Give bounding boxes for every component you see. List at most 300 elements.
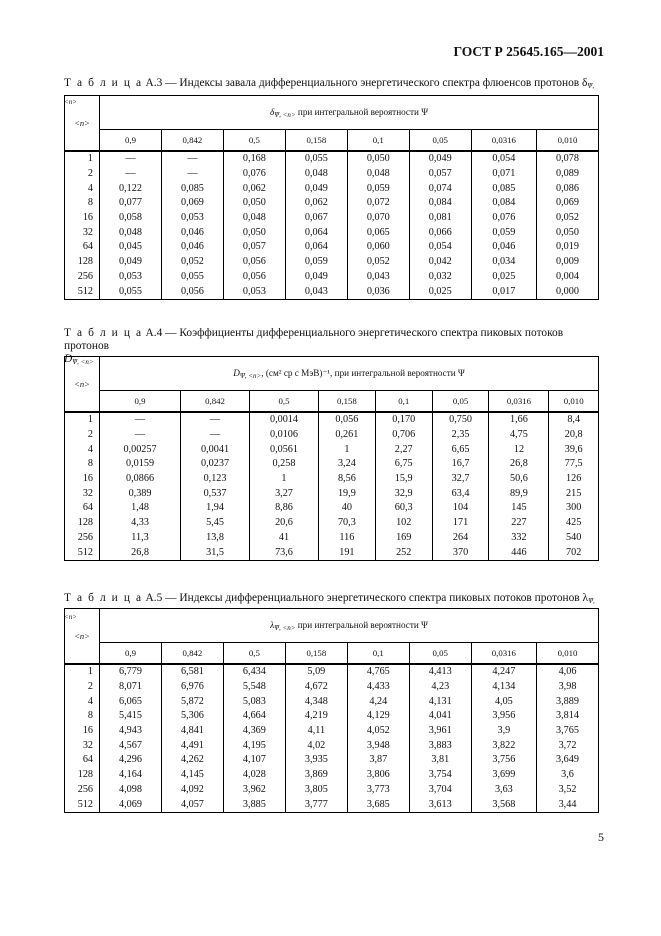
table-cell: 0,750 xyxy=(432,412,489,428)
table-cell: 0,048 xyxy=(223,211,285,226)
psi-header-cell: 0,0316 xyxy=(489,391,549,413)
psi-header-cell: 0,0316 xyxy=(471,643,536,665)
psi-header-row xyxy=(65,130,599,152)
table-cell: 4,296 xyxy=(100,753,162,768)
row-n-cell: 16 xyxy=(65,724,100,739)
row-n-cell: 16 xyxy=(65,472,100,487)
row-n-cell: 256 xyxy=(65,783,100,798)
table-row xyxy=(65,738,599,753)
table-cell: 0,389 xyxy=(100,486,181,501)
table-cell: 0,048 xyxy=(285,167,347,182)
table-row xyxy=(65,545,599,560)
row-n-cell: 64 xyxy=(65,501,100,516)
table-cell: 0,053 xyxy=(100,270,162,285)
table-cell: 4,098 xyxy=(100,783,162,798)
table-cell: — xyxy=(100,412,181,428)
table-cell: 4,765 xyxy=(347,664,409,680)
table-a3-label: Т а б л и ц а xyxy=(64,77,143,89)
table-row xyxy=(65,680,599,695)
psi-header-cell: 0,1 xyxy=(347,643,409,665)
table-cell: 0,009 xyxy=(536,255,598,270)
psi-header-row xyxy=(65,643,599,665)
psi-header-cell: 0,0316 xyxy=(471,130,536,152)
table-row xyxy=(65,240,599,255)
table-cell: 0,049 xyxy=(285,270,347,285)
table-cell: 6,65 xyxy=(432,442,489,457)
table-row xyxy=(65,531,599,546)
table-cell: 0,049 xyxy=(285,181,347,196)
psi-header-cell: 0,9 xyxy=(100,643,162,665)
table-cell: 3,27 xyxy=(250,486,319,501)
table-row xyxy=(65,270,599,285)
psi-header-cell: 0,5 xyxy=(223,643,285,665)
table-cell: 0,170 xyxy=(375,412,432,428)
table-a4-title-sub: Ψ, <n> xyxy=(72,358,94,366)
table-cell: 3,699 xyxy=(471,768,536,783)
table-cell: 0,058 xyxy=(100,211,162,226)
row-n-cell: 8 xyxy=(65,709,100,724)
table-cell: — xyxy=(100,428,181,443)
table-cell: 15,9 xyxy=(375,472,432,487)
row-n-cell: 512 xyxy=(65,545,100,560)
table-cell: 3,805 xyxy=(285,783,347,798)
psi-header-cell: 0,05 xyxy=(409,643,471,665)
table-cell: 0,076 xyxy=(471,211,536,226)
table-cell: 26,8 xyxy=(489,457,549,472)
table-cell: 0,055 xyxy=(161,270,223,285)
table-row xyxy=(65,151,599,167)
table-cell: 13,8 xyxy=(181,531,250,546)
psi-header-cell: 0,158 xyxy=(285,130,347,152)
row-n-cell: 4 xyxy=(65,694,100,709)
table-a3-id: А.3 xyxy=(145,77,163,89)
row-n-cell: 32 xyxy=(65,738,100,753)
table-row xyxy=(65,412,599,428)
table-cell: 3,756 xyxy=(471,753,536,768)
table-cell: 227 xyxy=(489,516,549,531)
table-cell: 3,773 xyxy=(347,783,409,798)
table-cell: 8,56 xyxy=(318,472,375,487)
table-a5-id: А.5 xyxy=(145,592,163,604)
psi-header-cell: 0,158 xyxy=(285,643,347,665)
table-cell: 3,9 xyxy=(471,724,536,739)
table-cell: 702 xyxy=(549,545,599,560)
row-n-cell: 128 xyxy=(65,255,100,270)
table-cell: 19,9 xyxy=(318,486,375,501)
table-cell: 102 xyxy=(375,516,432,531)
table-cell: 0,053 xyxy=(161,211,223,226)
table-cell: 4,052 xyxy=(347,724,409,739)
table-cell: 0,043 xyxy=(347,270,409,285)
table-cell: 4,841 xyxy=(161,724,223,739)
table-cell: 0,053 xyxy=(223,284,285,299)
table-cell: 3,6 xyxy=(536,768,598,783)
table-cell: 0,122 xyxy=(100,181,162,196)
table-cell: 0,074 xyxy=(409,181,471,196)
table-cell: 5,45 xyxy=(181,516,250,531)
row-n-cell: 512 xyxy=(65,284,100,299)
table-cell: 0,046 xyxy=(161,225,223,240)
table-cell: 4,247 xyxy=(471,664,536,680)
table-a5-label: Т а б л и ц а xyxy=(64,592,143,604)
row-n-cell: 128 xyxy=(65,516,100,531)
table-cell: 332 xyxy=(489,531,549,546)
table-row xyxy=(65,797,599,812)
table-cell: 4,664 xyxy=(223,709,285,724)
table-a3-body xyxy=(65,151,599,299)
table-cell: 0,055 xyxy=(285,151,347,167)
table-cell: 70,3 xyxy=(318,516,375,531)
table-cell: 540 xyxy=(549,531,599,546)
table-cell: 4,11 xyxy=(285,724,347,739)
table-cell: 0,056 xyxy=(223,270,285,285)
table-cell: 4,413 xyxy=(409,664,471,680)
table-cell: 3,822 xyxy=(471,738,536,753)
table-cell: 26,8 xyxy=(100,545,181,560)
row-n-cell: 64 xyxy=(65,240,100,255)
table-cell: 0,064 xyxy=(285,225,347,240)
table-cell: 5,09 xyxy=(285,664,347,680)
table-cell: 3,961 xyxy=(409,724,471,739)
table-cell: 3,883 xyxy=(409,738,471,753)
table-cell: 3,806 xyxy=(347,768,409,783)
psi-header-row xyxy=(65,391,599,413)
table-cell: 4,145 xyxy=(161,768,223,783)
table-cell: 5,415 xyxy=(100,709,162,724)
table-cell: 4,369 xyxy=(223,724,285,739)
table-cell: 0,070 xyxy=(347,211,409,226)
row-n-cell: 256 xyxy=(65,270,100,285)
table-cell: 0,055 xyxy=(100,284,162,299)
table-cell: 6,434 xyxy=(223,664,285,680)
table-a5-title-sub: Ψ, <n> xyxy=(64,597,595,621)
table-cell: 6,976 xyxy=(161,680,223,695)
table-a4-id: А.4 xyxy=(145,327,163,339)
table-cell: 0,065 xyxy=(347,225,409,240)
page-number: 5 xyxy=(598,830,604,844)
table-cell: 12 xyxy=(489,442,549,457)
table-a4-title-symbol: D xyxy=(64,353,73,365)
table-cell: 0,050 xyxy=(223,225,285,240)
table-cell: 3,869 xyxy=(285,768,347,783)
table-cell: 4,24 xyxy=(347,694,409,709)
table-cell: 4,057 xyxy=(161,797,223,812)
table-cell: 3,889 xyxy=(536,694,598,709)
table-cell: 4,131 xyxy=(409,694,471,709)
table-cell: 0,066 xyxy=(409,225,471,240)
table-cell: 0,025 xyxy=(409,284,471,299)
table-row xyxy=(65,211,599,226)
psi-header-cell: 0,05 xyxy=(432,391,489,413)
table-cell: 39,6 xyxy=(549,442,599,457)
table-cell: 0,059 xyxy=(471,225,536,240)
table-cell: 3,44 xyxy=(536,797,598,812)
table-cell: 370 xyxy=(432,545,489,560)
table-a5-group-header: $\lambda_{\Psi, <n>}$ при интегральной вероятности Ψ xyxy=(100,609,599,643)
table-cell: 0,084 xyxy=(409,196,471,211)
psi-header-cell: 0,010 xyxy=(536,130,598,152)
table-row xyxy=(65,284,599,299)
table-cell: 4,672 xyxy=(285,680,347,695)
table-cell: 0,049 xyxy=(100,255,162,270)
table-cell: 4,02 xyxy=(285,738,347,753)
table-cell: 4,164 xyxy=(100,768,162,783)
table-cell: 0,077 xyxy=(100,196,162,211)
table-cell: 3,613 xyxy=(409,797,471,812)
table-cell: 4,943 xyxy=(100,724,162,739)
table-cell: — xyxy=(100,151,162,167)
table-a3-title-sub: Ψ, <n> xyxy=(64,82,595,106)
table-cell: 0,059 xyxy=(285,255,347,270)
table-row xyxy=(65,724,599,739)
table-cell: 126 xyxy=(549,472,599,487)
table-cell: 5,306 xyxy=(161,709,223,724)
psi-header-cell: 0,842 xyxy=(161,130,223,152)
table-cell: 0,0159 xyxy=(100,457,181,472)
table-cell: — xyxy=(100,167,162,182)
psi-header-cell: 0,1 xyxy=(375,391,432,413)
row-n-cell: 4 xyxy=(65,442,100,457)
table-cell: 0,069 xyxy=(536,196,598,211)
psi-header-cell: 0,010 xyxy=(549,391,599,413)
table-cell: 5,548 xyxy=(223,680,285,695)
table-cell: 0,043 xyxy=(285,284,347,299)
table-cell: 4,05 xyxy=(471,694,536,709)
table-cell: 1,94 xyxy=(181,501,250,516)
table-cell: 0,067 xyxy=(285,211,347,226)
table-cell: 0,060 xyxy=(347,240,409,255)
table-cell: 0,261 xyxy=(318,428,375,443)
table-row xyxy=(65,753,599,768)
table-cell: 252 xyxy=(375,545,432,560)
table-a4-title: — Коэффициенты дифференциального энергетического спектра пиковых потоков протонов xyxy=(64,327,564,352)
table-cell: 20,6 xyxy=(250,516,319,531)
table-cell: 0,089 xyxy=(536,167,598,182)
table-cell: — xyxy=(161,151,223,167)
table-cell: 3,935 xyxy=(285,753,347,768)
table-cell: 0,052 xyxy=(347,255,409,270)
table-cell: 4,262 xyxy=(161,753,223,768)
table-cell: 171 xyxy=(432,516,489,531)
table-cell: 4,129 xyxy=(347,709,409,724)
psi-header-cell: 0,010 xyxy=(536,643,598,665)
table-row xyxy=(65,167,599,182)
table-cell: 0,059 xyxy=(347,181,409,196)
table-cell: 63,4 xyxy=(432,486,489,501)
col-n-header: <n> xyxy=(65,609,100,665)
table-cell: 4,134 xyxy=(471,680,536,695)
table-cell: 0,048 xyxy=(100,225,162,240)
row-n-cell: 512 xyxy=(65,797,100,812)
table-cell: 4,041 xyxy=(409,709,471,724)
table-cell: — xyxy=(161,167,223,182)
psi-header-cell: 0,05 xyxy=(409,130,471,152)
psi-header-cell: 0,158 xyxy=(318,391,375,413)
table-cell: 4,107 xyxy=(223,753,285,768)
table-a4-body xyxy=(65,412,599,560)
table-row xyxy=(65,428,599,443)
table-cell: 191 xyxy=(318,545,375,560)
table-cell: 1,48 xyxy=(100,501,181,516)
table-cell: 4,33 xyxy=(100,516,181,531)
table-row xyxy=(65,783,599,798)
table-cell: 0,057 xyxy=(409,167,471,182)
table-cell: 31,5 xyxy=(181,545,250,560)
table-cell: 0,168 xyxy=(223,151,285,167)
table-cell: 1,66 xyxy=(489,412,549,428)
table-cell: 6,75 xyxy=(375,457,432,472)
table-cell: 50,6 xyxy=(489,472,549,487)
row-n-cell: 2 xyxy=(65,167,100,182)
table-cell: 3,685 xyxy=(347,797,409,812)
table-row xyxy=(65,457,599,472)
table-cell: 0,0106 xyxy=(250,428,319,443)
psi-header-cell: 0,5 xyxy=(223,130,285,152)
table-row xyxy=(65,442,599,457)
table-cell: 8,071 xyxy=(100,680,162,695)
table-a3-title: — Индексы завала дифференциального энергетического спектра флюенсов протонов δ xyxy=(165,77,588,89)
table-cell: 0,071 xyxy=(471,167,536,182)
table-cell: 73,6 xyxy=(250,545,319,560)
table-row xyxy=(65,501,599,516)
col-n-header: <n> xyxy=(65,357,100,413)
table-cell: 0,056 xyxy=(223,255,285,270)
row-n-cell: 32 xyxy=(65,225,100,240)
table-cell: 0,048 xyxy=(347,167,409,182)
table-cell: 0,123 xyxy=(181,472,250,487)
table-cell: 11,3 xyxy=(100,531,181,546)
table-cell: 116 xyxy=(318,531,375,546)
table-cell: 3,956 xyxy=(471,709,536,724)
table-cell: 0,046 xyxy=(471,240,536,255)
row-n-cell: 2 xyxy=(65,428,100,443)
table-cell: 0,062 xyxy=(223,181,285,196)
table-a5-title: — Индексы дифференциального энергетического спектра пиковых потоков протонов λ xyxy=(165,592,589,604)
table-row xyxy=(65,225,599,240)
table-cell: 0,042 xyxy=(409,255,471,270)
table-row xyxy=(65,196,599,211)
table-cell: 4,567 xyxy=(100,738,162,753)
table-cell: 3,777 xyxy=(285,797,347,812)
table-a5 xyxy=(64,608,599,813)
table-cell: 0,054 xyxy=(471,151,536,167)
table-a4 xyxy=(64,356,599,561)
psi-header-cell: 0,1 xyxy=(347,130,409,152)
table-cell: 0,078 xyxy=(536,151,598,167)
table-a4-group-header: $D_{\Psi, <n>}$, (см² ср с МэВ)⁻¹, при интегральной вероятности Ψ xyxy=(100,357,599,391)
table-a3-group-header: $\delta_{\Psi, <n>}$ при интегральной вероятности Ψ xyxy=(100,96,599,130)
row-n-cell: 128 xyxy=(65,768,100,783)
table-cell: 5,872 xyxy=(161,694,223,709)
table-cell: 0,000 xyxy=(536,284,598,299)
table-cell: 300 xyxy=(549,501,599,516)
psi-header-cell: 0,842 xyxy=(181,391,250,413)
table-cell: 3,754 xyxy=(409,768,471,783)
table-cell: 4,433 xyxy=(347,680,409,695)
table-cell: 0,019 xyxy=(536,240,598,255)
row-n-cell: 256 xyxy=(65,531,100,546)
table-cell: 0,049 xyxy=(409,151,471,167)
row-n-cell: 32 xyxy=(65,486,100,501)
table-cell: 40 xyxy=(318,501,375,516)
row-n-cell: 16 xyxy=(65,211,100,226)
table-cell: 1 xyxy=(250,472,319,487)
table-cell: 4,491 xyxy=(161,738,223,753)
table-cell: 32,9 xyxy=(375,486,432,501)
table-cell: 0,054 xyxy=(409,240,471,255)
table-cell: 0,069 xyxy=(161,196,223,211)
table-row xyxy=(65,181,599,196)
table-cell: 0,050 xyxy=(536,225,598,240)
table-cell: 0,032 xyxy=(409,270,471,285)
row-n-cell: 1 xyxy=(65,412,100,428)
col-n-header: <n> xyxy=(65,96,100,152)
table-cell: 0,085 xyxy=(471,181,536,196)
table-cell: 5,083 xyxy=(223,694,285,709)
table-cell: 20,8 xyxy=(549,428,599,443)
table-cell: 0,0561 xyxy=(250,442,319,457)
table-cell: 0,072 xyxy=(347,196,409,211)
table-cell: 0,034 xyxy=(471,255,536,270)
table-cell: 3,87 xyxy=(347,753,409,768)
table-cell: 0,046 xyxy=(161,240,223,255)
table-cell: 145 xyxy=(489,501,549,516)
table-cell: 0,025 xyxy=(471,270,536,285)
table-cell: 0,056 xyxy=(161,284,223,299)
table-cell: 3,24 xyxy=(318,457,375,472)
table-a5-body xyxy=(65,664,599,812)
table-cell: 89,9 xyxy=(489,486,549,501)
row-n-cell: 2 xyxy=(65,680,100,695)
table-cell: 0,0041 xyxy=(181,442,250,457)
table-cell: 1 xyxy=(318,442,375,457)
row-n-cell: 8 xyxy=(65,196,100,211)
table-cell: 446 xyxy=(489,545,549,560)
table-row xyxy=(65,694,599,709)
table-cell: 77,5 xyxy=(549,457,599,472)
table-cell: 0,064 xyxy=(285,240,347,255)
table-cell: 6,065 xyxy=(100,694,162,709)
table-cell: 2,27 xyxy=(375,442,432,457)
document-header: ГОСТ Р 25645.165—2001 xyxy=(453,44,604,59)
psi-header-cell: 0,9 xyxy=(100,391,181,413)
table-cell: 0,0237 xyxy=(181,457,250,472)
table-cell: 0,537 xyxy=(181,486,250,501)
table-cell: 215 xyxy=(549,486,599,501)
table-cell: 0,081 xyxy=(409,211,471,226)
table-row xyxy=(65,516,599,531)
table-row xyxy=(65,255,599,270)
table-cell: 2,35 xyxy=(432,428,489,443)
table-cell: 0,036 xyxy=(347,284,409,299)
table-cell: 3,52 xyxy=(536,783,598,798)
table-cell: 4,069 xyxy=(100,797,162,812)
table-cell: 41 xyxy=(250,531,319,546)
psi-header-cell: 0,5 xyxy=(250,391,319,413)
row-n-cell: 1 xyxy=(65,151,100,167)
table-cell: 16,7 xyxy=(432,457,489,472)
table-cell: 0,052 xyxy=(161,255,223,270)
table-cell: — xyxy=(181,428,250,443)
table-cell: 264 xyxy=(432,531,489,546)
table-cell: 0,084 xyxy=(471,196,536,211)
table-cell: 8,4 xyxy=(549,412,599,428)
table-row xyxy=(65,768,599,783)
table-row xyxy=(65,664,599,680)
table-cell: 6,779 xyxy=(100,664,162,680)
table-cell: 3,81 xyxy=(409,753,471,768)
table-a3 xyxy=(64,95,599,300)
